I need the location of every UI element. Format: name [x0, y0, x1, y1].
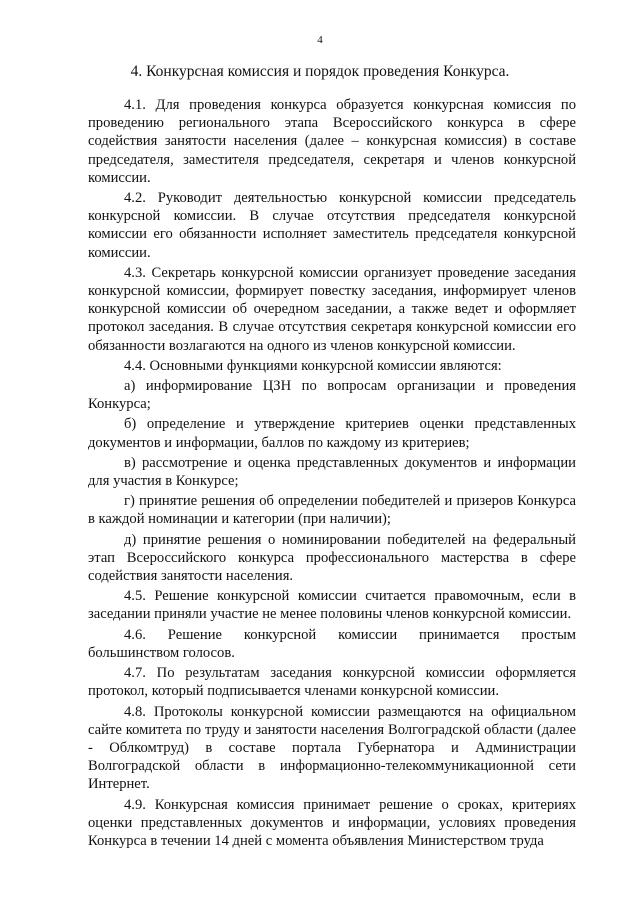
paragraph-4-9: 4.9. Конкурсная комиссия принимает решение о сроках, критериях оценки представленных документов и информации, условиях проведения Конкурса в течении 14 дней с момента объявления Министерством труда [88, 796, 576, 849]
paragraph-4-7: 4.7. По результатам заседания конкурсной комиссии оформляется протокол, который подписывается членами конкурсной комиссии. [88, 665, 576, 700]
paragraph-4-4: 4.4. Основными функциями конкурсной комиссии являются: [124, 357, 502, 374]
paragraph-4-5: 4.5. Решение конкурсной комиссии считается правомочным, если в заседании приняли участие не менее половины членов конкурсной комиссии. [88, 588, 576, 623]
list-item-v: в) рассмотрение и оценка представленных документов и информации для участия в Конкурсе; [88, 454, 576, 490]
list-item-a: а) информирование ЦЗН по вопросам организации и проведения Конкурса; [88, 378, 576, 413]
paragraph-4-8: 4.8. Протоколы конкурсной комиссии размещаются на официальном сайте комитета по труду и занятости населения Волгоградской области (далее - Облкомтруд) в составе портала Губернатора и Администрации Волгоградской области в информационно-телекоммуникационной сети Интернет. [88, 703, 576, 793]
paragraph-4-1: 4.1. Для проведения конкурса образуется конкурсная комиссия по проведению регионального этапа Всероссийского конкурса в сфере содействия занятости населения (далее – конкурсная комиссия) в составе председателя, заместителя председателя, секретаря и членов конкурсной комиссии. [88, 97, 576, 186]
list-item-d: д) принятие решения о номинировании победителей на федеральный этап Всероссийского конкурса профессионального мастерства в сфере содействия занятости населения. [88, 531, 576, 585]
list-item-b: б) определение и утверждение критериев оценки представленных документов и информации, баллов по каждому из критериев; [88, 416, 576, 451]
paragraph-4-6: 4.6. Решение конкурсной комиссии принимается простым большинством голосов. [88, 626, 576, 661]
section-heading: 4. Конкурсная комиссия и порядок проведения Конкурса. [130, 63, 510, 80]
page-number: 4 [317, 34, 323, 46]
section-body [88, 96, 576, 852]
list-item-g: г) принятие решения об определении победителей и призеров Конкурса в каждой номинации и категории (при наличии); [88, 493, 576, 528]
paragraph-4-3: 4.3. Секретарь конкурсной комиссии организует проведение заседания конкурсной комиссии, формирует повестку заседания, информирует членов конкурсной комиссии об очередном заседании, а также ведет и оформляет протокол заседания. В случае отсутствия секретаря конкурсной комиссии его обязанности возлагаются на одного из членов конкурсной комиссии. [88, 264, 576, 354]
paragraph-4-2: 4.2. Руководит деятельностью конкурсной комиссии председатель конкурсной комиссии. В случае отсутствия председателя конкурсной комиссии его обязанности исполняет заместитель председателя конкурсной комиссии. [88, 190, 576, 261]
